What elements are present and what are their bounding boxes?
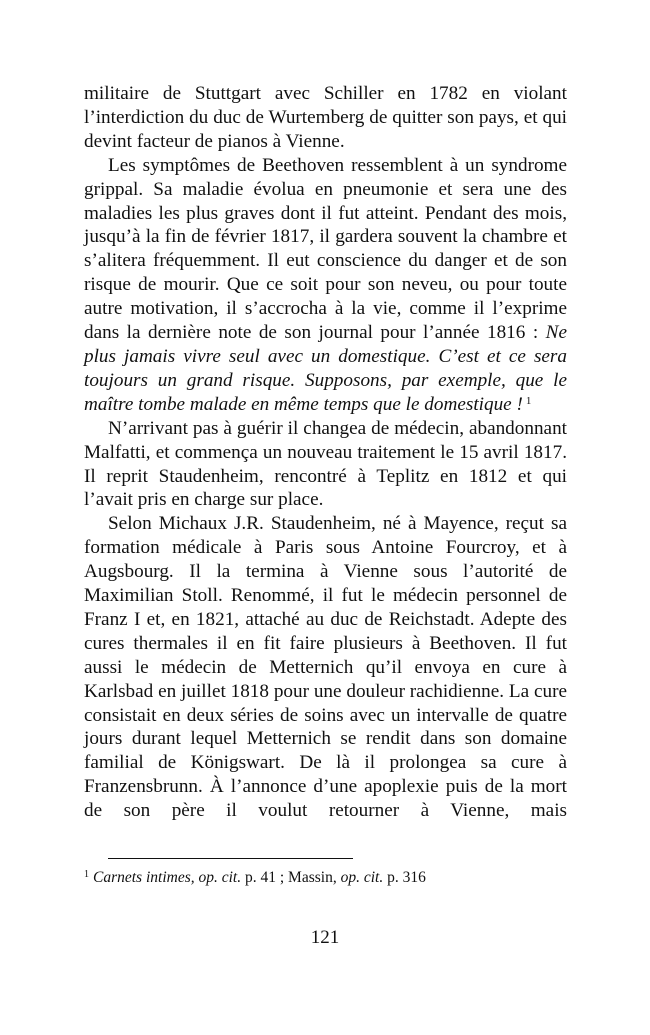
- footnote: [84, 868, 567, 888]
- paragraph-2-text: Les symptômes de Beethoven ressemblent à un syndrome grippal. Sa maladie évolua en pneumonie et sera une des maladies les plus graves dont il fut atteint. Pendant des mois, jusqu’à la fin de février 1817, il gardera souvent la chambre et s’alitera fréquemment. Il eut conscience du danger et de son risque de mourir. Que ce soit pour son neveu, ou pour toute autre motivation, il s’accrocha à la vie, comme il l’exprime dans la dernière note de son journal pour l’année 1816 :: [84, 154, 567, 344]
- footnote-number: 1: [84, 869, 89, 880]
- footnote-ref-italic: op. cit.: [340, 869, 384, 886]
- paragraph-1: [84, 82, 567, 154]
- footnote-text-1: p. 41 ; Massin,: [241, 869, 341, 886]
- paragraph-4: [84, 512, 567, 823]
- body-text: [84, 82, 567, 823]
- journal-quote: Ne plus jamais vivre seul avec un domestique. C’est et ce sera toujours un grand risque. Supposons, par exemple, que le maître tombe malade en même temps que le domestique !: [84, 322, 567, 415]
- paragraph-3: [84, 417, 567, 513]
- footnote-reference[interactable]: 1: [525, 394, 532, 407]
- paragraph-4-text: Selon Michaux J.R. Staudenheim, né à Mayence, reçut sa formation médicale à Paris sous Antoine Fourcroy, et à Augsbourg. Il la termina à Vienne sous l’autorité de Maximilian Stoll. Renommé, il fut le médecin personnel de Franz I et, en 1821, attaché au duc de Reichstadt. Adepte des cures thermales il en fit faire plusieurs à Beethoven. Il fut aussi le médecin de Metternich qu’il envoya en cure à Karlsbad en juillet 1818 pour une douleur rachidienne. La cure consistait en deux séries de soins avec un intervalle de quatre jours durant lequel Metternich se rendit dans son domaine familial de Königswart. De là il prolongea sa cure à Franzensbrunn. À l’annonce d’une apoplexie puis de la mort de son père il voulut retourner à Vienne, mais: [84, 513, 567, 822]
- footnote-title: Carnets intimes, op. cit.: [93, 869, 242, 886]
- footnote-text-2: p. 316: [383, 869, 426, 886]
- footnote-separator: [108, 858, 353, 859]
- page-number: 121: [310, 927, 340, 948]
- paragraph-2: [84, 154, 567, 417]
- page-body: [84, 82, 567, 823]
- paragraph-1-text: militaire de Stuttgart avec Schiller en 1782 en violant l’interdiction du duc de Wurtemberg de quitter son pays, et qui devint facteur de pianos à Vienne.: [84, 83, 567, 152]
- paragraph-3-text: N’arrivant pas à guérir il changea de médecin, abandonnant Malfatti, et commença un nouveau traitement le 15 avril 1817. Il reprit Staudenheim, rencontré à Teplitz en 1812 et qui l’avait pris en charge sur place.: [84, 417, 567, 511]
